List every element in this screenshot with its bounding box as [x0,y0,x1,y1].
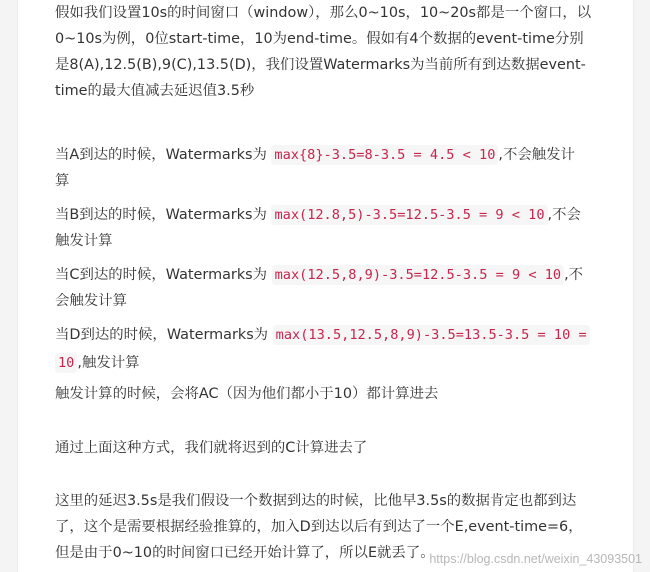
case-a-code: max{8}-3.5=8-3.5 = 4.5 < 10 [271,145,498,165]
case-a-text: 当A到达的时候，Watermarks为 [55,147,272,163]
case-d-cont [55,350,140,376]
intro-line-3: 是8(A),12.5(B),9(C),13.5(D)，我们设置Watermarks为当前所有到达数据event- [55,57,586,73]
case-d-text: 当D到达的时候，Watermarks为 [55,327,273,343]
case-b-text: 当B到达的时候，Watermarks为 [55,207,272,223]
case-a-cont: 算 [55,173,70,189]
case-d-line [55,322,590,348]
case-d-suffix: ,触发计算 [77,355,140,371]
csdn-watermark: https://blog.csdn.net/weixin_43093501 [429,552,642,566]
case-b-cont: 触发计算 [55,233,113,249]
case-c-text: 当C到达的时候，Watermarks为 [55,267,272,283]
case-b-suffix: ,不会 [547,207,581,223]
case-c-suffix: ,不 [564,267,584,283]
case-c-cont: 会触发计算 [55,293,127,309]
outro-line-3: 但是由于0~10的时间窗口已经开始计算了，所以E就丢了。 [55,545,435,561]
outro-line-2: 了，这个是需要根据经验推算的，加入D到达以后有到达了一个E,event-time=6， [55,519,583,535]
case-a-suffix: ,不会触发计 [498,147,575,163]
intro-line-1: 假如我们设置10s的时间窗口（window），那么0~10s，10~20s都是一个窗口，以 [55,5,592,21]
case-d-code-cont: 10 [55,353,77,373]
case-c-code: max(12.5,8,9)-3.5=12.5-3.5 = 9 < 10 [272,265,564,285]
case-b-code: max(12.8,5)-3.5=12.5-3.5 = 9 < 10 [271,205,547,225]
case-c-line [55,262,583,288]
article-card [17,0,634,572]
method-line: 通过上面这种方式，我们就将迟到的C计算进去了 [55,440,368,456]
case-b-line [55,202,581,228]
outro-line-1: 这里的延迟3.5s是我们假设一个数据到达的时候，比他早3.5s的数据肯定也都到达 [55,493,577,509]
case-d-code: max(13.5,12.5,8,9)-3.5=13.5-3.5 = 10 = [273,325,590,345]
intro-line-2: 0~10s为例，0位start-time，10为end-time。假如有4个数据的event-time分别 [55,31,584,47]
trigger-line: 触发计算的时候，会将AC（因为他们都小于10）都计算进去 [55,386,439,402]
case-a-line [55,142,575,168]
intro-line-4: time的最大值减去延迟值3.5秒 [55,83,255,99]
